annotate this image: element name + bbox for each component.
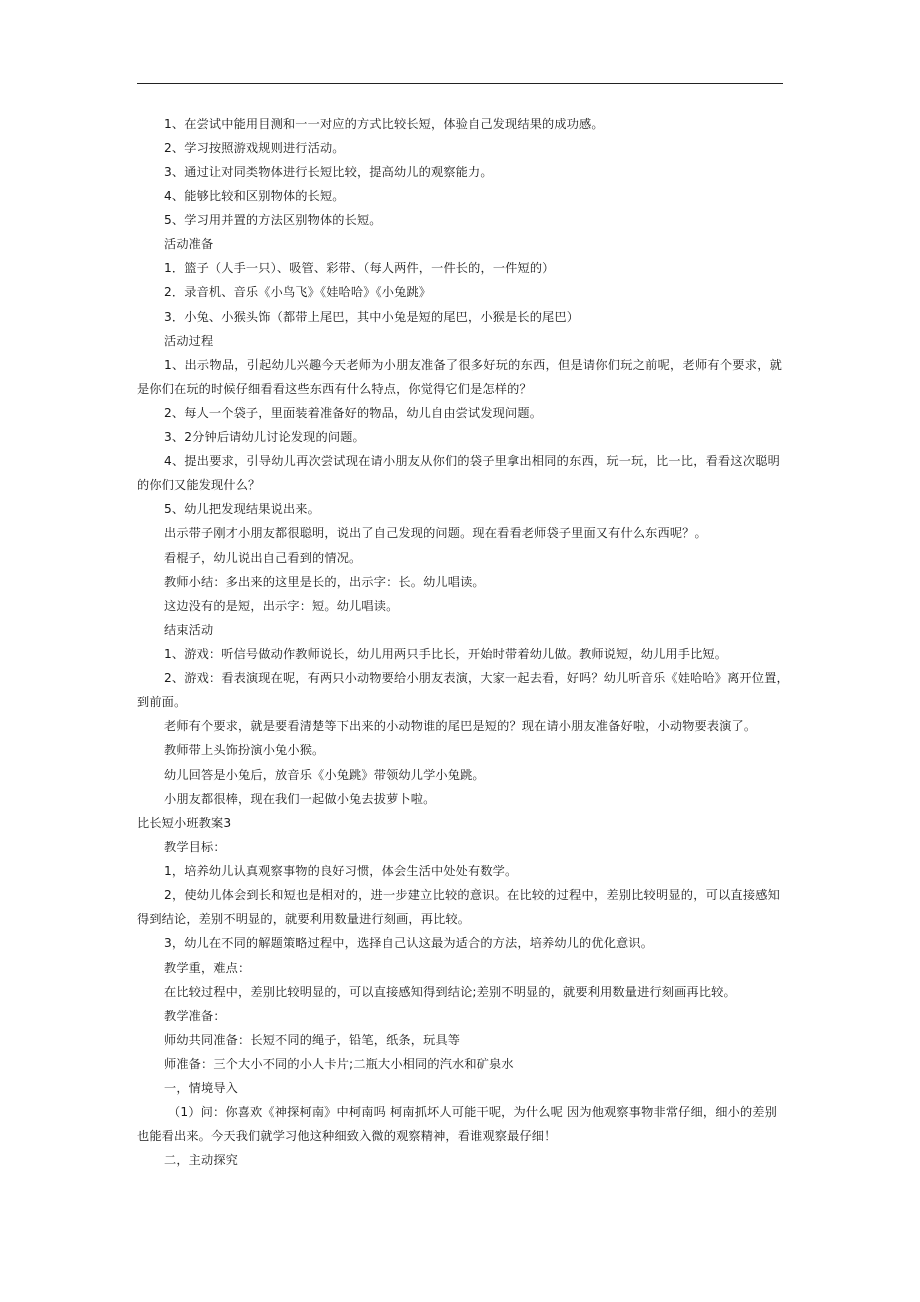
- process-line-2: 2、每人一个袋子，里面装着准备好的物品，幼儿自由尝试发现问题。: [164, 406, 543, 420]
- section-heading-key: 教学重，难点：: [164, 961, 251, 975]
- goal-line-3: 3、通过让对同类物体进行长短比较，提高幼儿的观察能力。: [164, 165, 493, 179]
- end-line-5: 幼儿回答是小兔后，放音乐《小兔跳》带领幼儿学小兔跳。: [164, 768, 485, 782]
- section-heading-prep: 活动准备: [164, 237, 214, 251]
- section-heading-materials: 教学准备：: [164, 1009, 226, 1023]
- prep-line-1: 1．篮子（人手一只）、吸管、彩带、（每人两件，一件长的，一件短的）: [164, 261, 555, 275]
- process-line-8: 教师小结：多出来的这里是长的，出示字：长。幼儿唱读。: [164, 575, 485, 589]
- process-line-4a: 4、提出要求，引导幼儿再次尝试现在请小朋友从你们的袋子里拿出相同的东西，玩一玩，比一比，看看这次聪明: [164, 454, 780, 468]
- process-line-9: 这边没有的是短，出示字：短。幼儿唱读。: [164, 599, 399, 613]
- process-line-1b: 是你们在玩的时候仔细看看这些东西有什么特点，你觉得它们是怎样的？: [137, 382, 532, 396]
- end-line-2b: 到前面。: [137, 695, 187, 709]
- goals-line-2a: 2，使幼儿体会到长和短也是相对的，进一步建立比较的意识。在比较的过程中，差别比较明显的，可以直接感知: [164, 888, 780, 902]
- process-line-1a: 1、出示物品，引起幼儿兴趣今天老师为小朋友准备了很多好玩的东西，但是请你们玩之前呢，老师有个要求，就: [164, 358, 782, 372]
- intro-line-1a: （1）问：你喜欢《神探柯南》中柯南吗 柯南抓坏人可能干呢，为什么呢 因为他观察事物非常仔细，细小的差别: [168, 1105, 777, 1119]
- key-line-1: 在比较过程中，差别比较明显的，可以直接感知得到结论;差别不明显的，就要利用数量进行刻画再比较。: [164, 985, 736, 999]
- goals-line-1: 1，培养幼儿认真观察事物的良好习惯，体会生活中处处有数学。: [164, 864, 518, 878]
- end-line-2a: 2、游戏：看表演现在呢，有两只小动物要给小朋友表演，大家一起去看，好吗？幼儿听音乐《娃哈哈》离开位置，: [164, 671, 789, 685]
- section-heading-end: 结束活动: [164, 623, 214, 637]
- section-heading-process: 活动过程: [164, 334, 214, 348]
- goal-line-1: 1、在尝试中能用目测和一一对应的方式比较长短，体验自己发现结果的成功感。: [164, 117, 604, 131]
- goals-line-3: 3，幼儿在不同的解题策略过程中，选择自己认这最为适合的方法，培养幼儿的优化意识。: [164, 936, 654, 950]
- prep-line-3: 3．小兔、小猴头饰（都带上尾巴，其中小兔是短的尾巴，小猴是长的尾巴）: [164, 310, 580, 324]
- goals-line-2b: 得到结论，差别不明显的，就要利用数量进行刻画，再比较。: [137, 912, 471, 926]
- section-heading-explore: 二，主动探究: [164, 1153, 239, 1167]
- process-line-6: 出示带子刚才小朋友都很聪明，说出了自己发现的问题。现在看看老师袋子里面又有什么东西呢？。: [164, 526, 707, 540]
- goal-line-5: 5、学习用并置的方法区别物体的长短。: [164, 213, 382, 227]
- process-line-3: 3、2分钟后请幼儿讨论发现的问题。: [164, 430, 365, 444]
- intro-line-1b: 也能看出来。今天我们就学习他这种细致入微的观察精神，看谁观察最仔细！: [137, 1129, 557, 1143]
- end-line-6: 小朋友都很棒，现在我们一起做小兔去拔萝卜啦。: [164, 792, 436, 806]
- section-heading-goals: 教学目标：: [164, 840, 226, 854]
- end-line-3: 老师有个要求，就是要看清楚等下出来的小动物谁的尾巴是短的？现在请小朋友准备好啦，小动物要表演了。: [164, 719, 757, 733]
- process-line-7: 看棍子，幼儿说出自己看到的情况。: [164, 551, 362, 565]
- process-line-5: 5、幼儿把发现结果说出来。: [164, 502, 320, 516]
- section-heading-intro: 一，情境导入: [164, 1081, 239, 1095]
- end-line-4: 教师带上头饰扮演小兔小猴。: [164, 743, 325, 757]
- lesson-title: 比长短小班教案3: [137, 816, 232, 830]
- goal-line-2: 2、学习按照游戏规则进行活动。: [164, 141, 345, 155]
- materials-line-1: 师幼共同准备：长短不同的绳子，铅笔，纸条，玩具等: [164, 1033, 461, 1047]
- materials-line-2: 师准备：三个大小不同的小人卡片;二瓶大小相同的汽水和矿泉水: [164, 1057, 514, 1071]
- process-line-4b: 的你们又能发现什么？: [137, 478, 261, 492]
- prep-line-2: 2．录音机、音乐《小鸟飞》《娃哈哈》《小兔跳》: [164, 285, 432, 299]
- end-line-1: 1、游戏：听信号做动作教师说长，幼儿用两只手比长，开始时带着幼儿做。教师说短，幼儿用手比短。: [164, 647, 728, 661]
- goal-line-4: 4、能够比较和区别物体的长短。: [164, 189, 345, 203]
